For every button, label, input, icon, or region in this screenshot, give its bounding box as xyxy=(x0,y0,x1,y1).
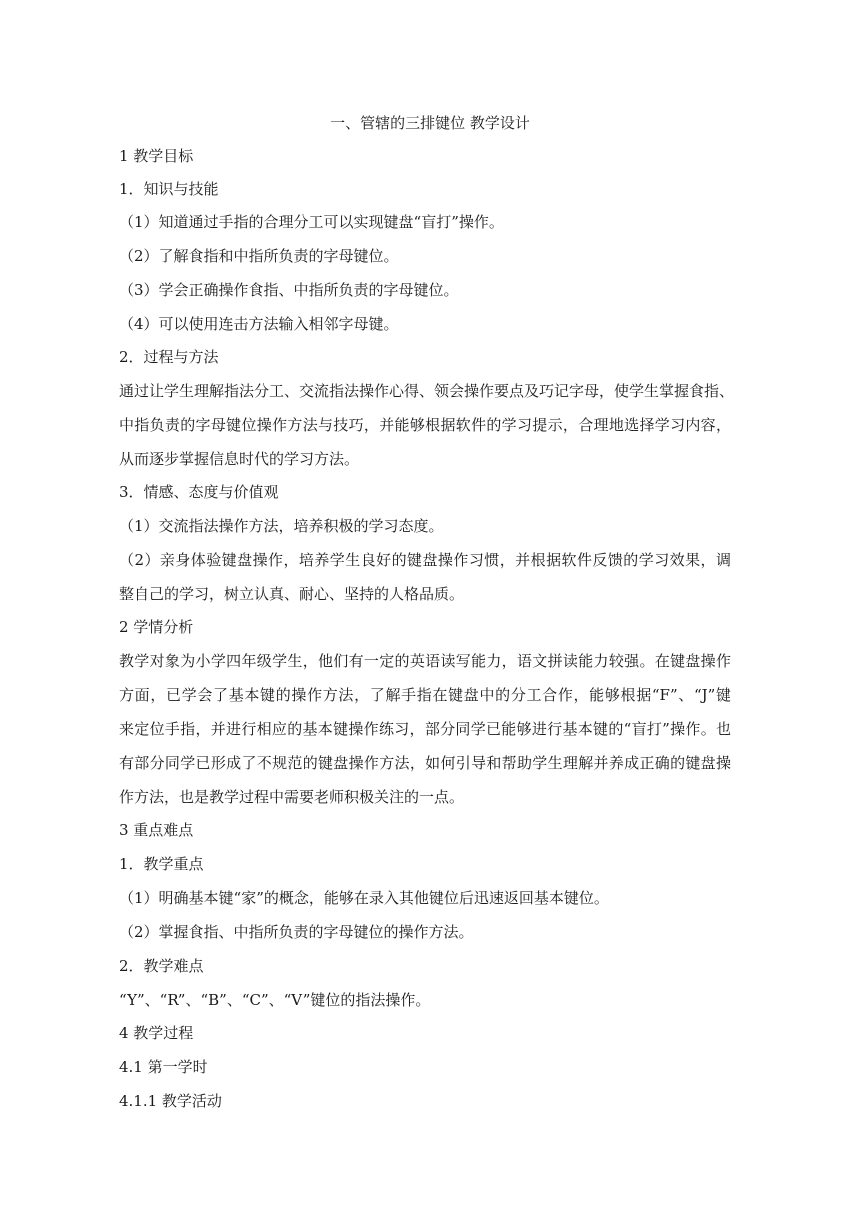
list-item: （4）可以使用连击方法输入相邻字母键。 xyxy=(119,315,399,333)
section-heading-student-analysis: 2 学情分析 xyxy=(119,618,194,636)
list-item: （3）学会正确操作食指、中指所负责的字母键位。 xyxy=(119,281,459,299)
paragraph-line: 来定位手指，并进行相应的基本键操作练习，部分同学已能够进行基本键的“盲打”操作。也 xyxy=(119,720,731,738)
section-heading-key-points: 3 重点难点 xyxy=(119,821,194,839)
paragraph-line: 教学对象为小学四年级学生，他们有一定的英语读写能力，语文拼读能力较强。在键盘操作 xyxy=(119,652,731,670)
subheading-emotion-values: 3．情感、态度与价值观 xyxy=(119,483,279,501)
list-item-continuation: 整自己的学习，树立认真、耐心、坚持的人格品质。 xyxy=(119,585,465,603)
subheading-knowledge-skills: 1．知识与技能 xyxy=(119,180,219,198)
paragraph-line: 通过让学生理解指法分工、交流指法操作心得、领会操作要点及巧记字母，使学生掌握食指、 xyxy=(119,382,735,400)
paragraph-line: 方面，已学会了基本键的操作方法，了解手指在键盘中的分工合作，能够根据“F”、“J”键 xyxy=(119,686,731,704)
subheading-teaching-difficulty: 2．教学难点 xyxy=(119,957,204,975)
subheading-teaching-activities: 4.1.1 教学活动 xyxy=(119,1092,222,1110)
list-item: （2）掌握食指、中指所负责的字母键位的操作方法。 xyxy=(119,923,474,941)
paragraph-line: 中指负责的字母键位操作方法与技巧，并能够根据软件的学习提示，合理地选择学习内容， xyxy=(119,416,731,434)
subheading-teaching-focus: 1．教学重点 xyxy=(119,855,204,873)
subheading-process-methods: 2．过程与方法 xyxy=(119,348,219,366)
section-heading-teaching-process: 4 教学过程 xyxy=(119,1024,194,1042)
paragraph-line: “Y”、“R”、“B”、“C”、“V”键位的指法操作。 xyxy=(119,991,431,1009)
paragraph-line: 从而逐步掌握信息时代的学习方法。 xyxy=(119,450,360,468)
list-item: （1）交流指法操作方法，培养积极的学习态度。 xyxy=(119,517,444,535)
list-item: （2）了解食指和中指所负责的字母键位。 xyxy=(119,247,399,265)
section-heading-objectives: 1 教学目标 xyxy=(119,147,194,165)
list-item: （1）明确基本键“家”的概念，能够在录入其他键位后迅速返回基本键位。 xyxy=(119,889,609,907)
list-item: （2）亲身体验键盘操作，培养学生良好的键盘操作习惯，并根据软件反馈的学习效果，调 xyxy=(119,551,731,569)
document-title: 一、管辖的三排键位 教学设计 xyxy=(330,114,530,132)
subheading-first-lesson: 4.1 第一学时 xyxy=(119,1058,208,1076)
paragraph-line: 作方法，也是教学过程中需要老师积极关注的一点。 xyxy=(119,788,465,806)
list-item: （1）知道通过手指的合理分工可以实现键盘“盲打”操作。 xyxy=(119,213,504,231)
paragraph-line: 有部分同学已形成了不规范的键盘操作方法，如何引导和帮助学生理解并养成正确的键盘操 xyxy=(119,754,731,772)
